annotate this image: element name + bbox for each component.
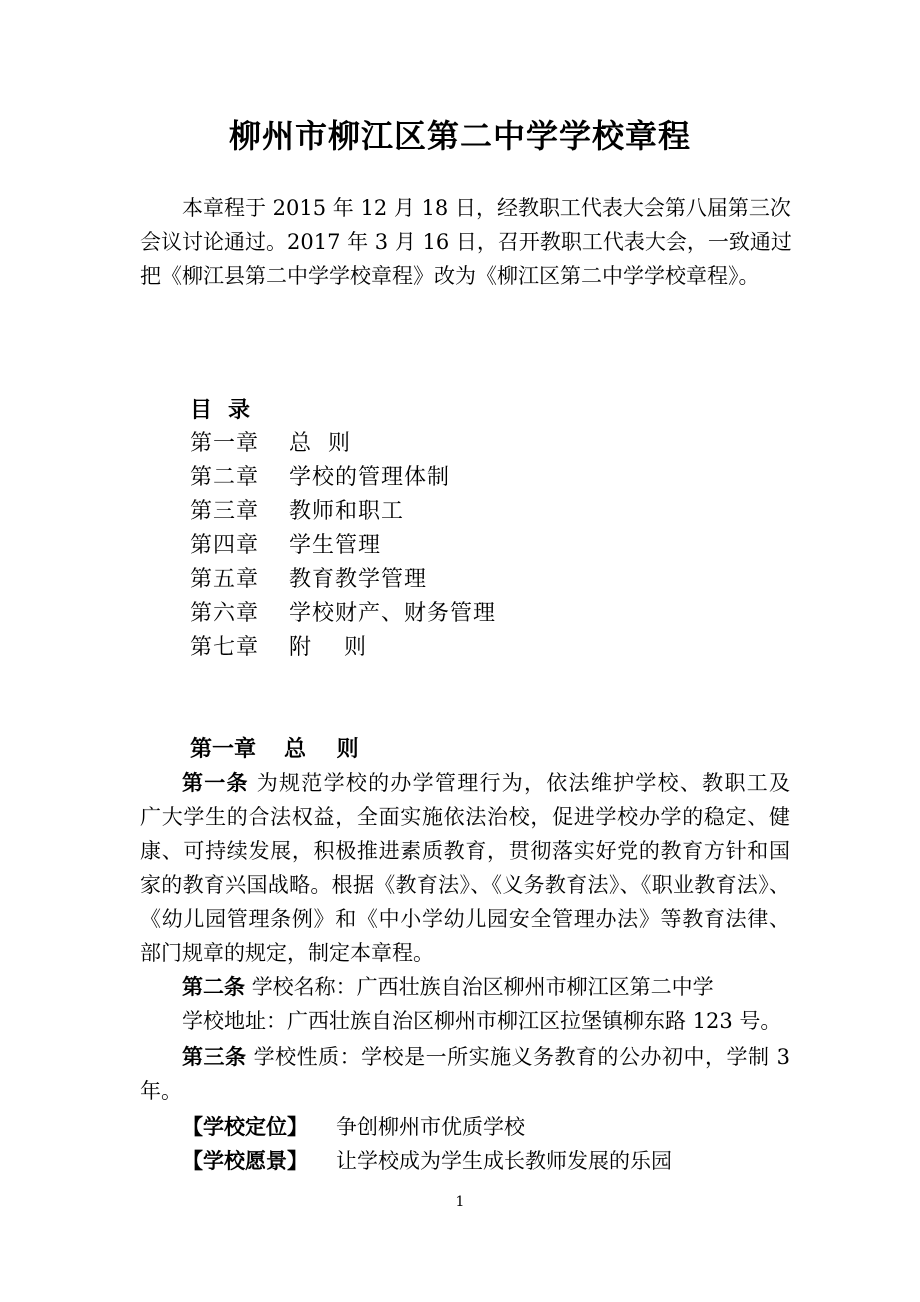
positioning-label: 【学校定位】 [182, 1114, 308, 1139]
article-label: 第二条 [182, 974, 245, 999]
article-1-line-4: 家的教育兴国战略。根据《教育法》、《义务教育法》、《职业教育法》、 [140, 873, 790, 897]
page-number: 1 [455, 1194, 465, 1210]
toc-item-number: 第二章 [190, 465, 260, 490]
article-1-line-1 [182, 766, 790, 800]
toc-item-name: 总 则 [289, 431, 351, 456]
toc-item-number: 第六章 [190, 601, 260, 626]
article-label: 第一条 [182, 770, 249, 795]
toc-item-number: 第四章 [190, 533, 260, 558]
positioning-text: 争创柳州市优质学校 [336, 1115, 525, 1139]
vision-label: 【学校愿景】 [182, 1148, 308, 1173]
intro-line-3: 把《柳江县第二中学学校章程》改为《柳江区第二中学学校章程》。 [140, 264, 760, 288]
toc-item-number: 第五章 [190, 567, 260, 592]
toc-heading: 目录 [190, 397, 267, 423]
toc-item-number: 第七章 [190, 635, 260, 660]
toc-item [190, 597, 496, 631]
toc-item-name: 附 则 [289, 635, 367, 660]
toc-item-number: 第三章 [190, 499, 260, 524]
school-address-line: 学校地址：广西壮族自治区柳州市柳江区拉堡镇柳东路 123 号。 [182, 1009, 782, 1033]
toc-item-number: 第一章 [190, 431, 260, 456]
intro-line-1: 本章程于 2015 年 12 月 18 日，经教职工代表大会第八届第三次 [182, 196, 791, 220]
chapter-heading [190, 732, 359, 766]
school-positioning [182, 1110, 525, 1144]
toc-item-name: 教师和职工 [289, 499, 405, 524]
chapter-number: 第一章 [190, 736, 257, 762]
toc-item [190, 529, 381, 563]
chapter-name: 总 则 [284, 736, 359, 762]
article-1-line-5: 《幼儿园管理条例》和《中小学幼儿园安全管理办法》等教育法律、 [140, 907, 790, 931]
article-1-line-3: 康、可持续发展，积极推进素质教育，贯彻落实好党的教育方针和国 [140, 839, 790, 863]
toc-item-name: 教育教学管理 [289, 567, 428, 592]
article-text: 学校性质：学校是一所实施义务教育的公办初中，学制 3 [253, 1045, 790, 1069]
toc-item [190, 563, 427, 597]
school-vision [182, 1144, 672, 1178]
toc-item [190, 461, 450, 495]
article-label: 第三条 [182, 1044, 247, 1069]
toc-item-name: 学校的管理体制 [289, 465, 451, 490]
document-title: 柳州市柳江区第二中学学校章程 [228, 117, 691, 155]
vision-text: 让学校成为学生成长教师发展的乐园 [336, 1149, 672, 1173]
toc-item-name: 学校财产、财务管理 [289, 601, 497, 626]
article-2-line-1 [182, 970, 790, 1004]
article-1-line-6: 部门规章的规定，制定本章程。 [140, 941, 434, 965]
school-name-line: 学校名称：广西壮族自治区柳州市柳江区第二中学 [251, 975, 714, 999]
article-text: 为规范学校的办学管理行为，依法维护学校、教职工及 [256, 771, 790, 795]
toc-item [190, 495, 404, 529]
intro-line-2: 会议讨论通过。2017 年 3 月 16 日，召开教职工代表大会，一致通过 [140, 230, 792, 254]
toc-item-name: 学生管理 [289, 533, 382, 558]
article-3-line-2: 年。 [140, 1079, 182, 1103]
toc-item [190, 631, 367, 665]
article-1-line-2: 广大学生的合法权益，全面实施依法治校，促进学校办学的稳定、健 [140, 805, 790, 829]
article-3-line-1 [182, 1040, 790, 1074]
toc-item [190, 427, 351, 461]
